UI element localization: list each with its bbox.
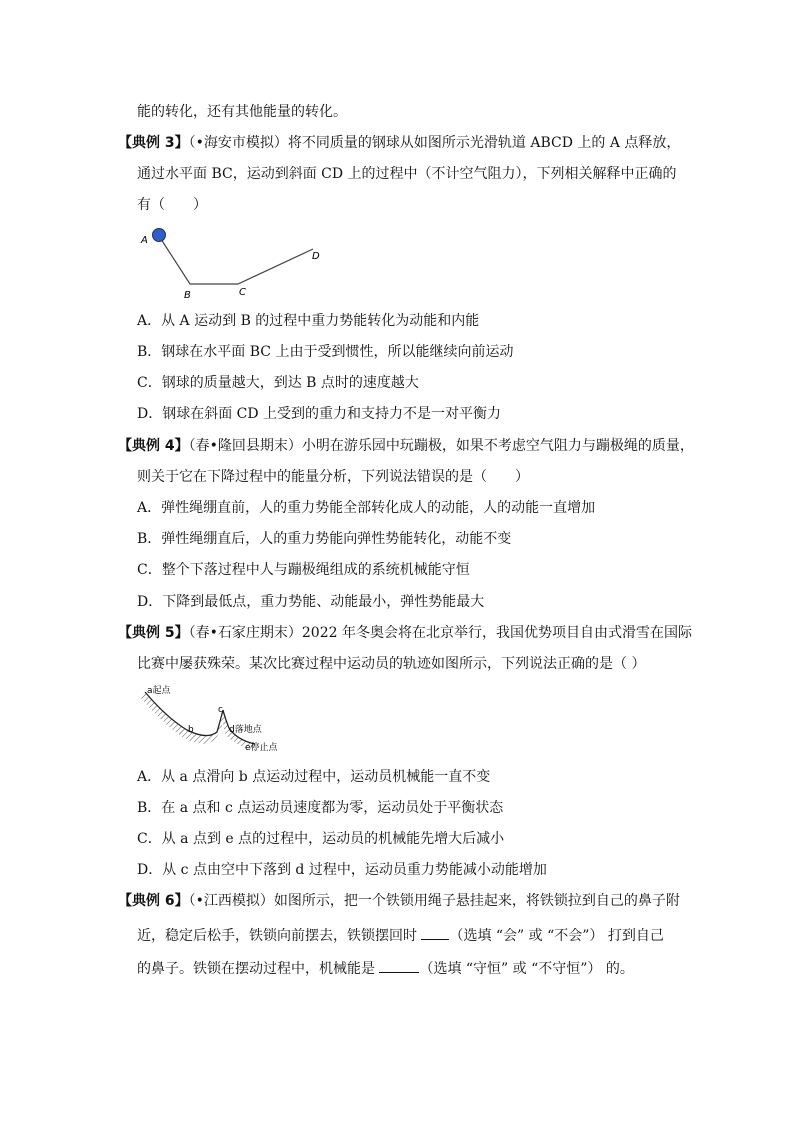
example-6-text-3b: （选填 “守恒” 或 “不守恒”） 的。 xyxy=(419,961,634,977)
example-3-tag: 【典例 3】 xyxy=(118,135,189,151)
example-6-text-1: （•江西模拟）如图所示，把一个铁锁用绳子悬挂起来，将铁锁拉到自己的鼻子附 xyxy=(188,893,680,909)
example-3-option-a: A．从 A 运动到 B 的过程中重力势能转化为动能和内能 xyxy=(137,313,480,329)
example-5-option-d: D．从 c 点由空中下落到 d 过程中，运动员重力势能减小动能增加 xyxy=(137,862,547,878)
example-4-option-d: D．下降到最低点，重力势能、动能最小，弹性势能最大 xyxy=(137,594,485,610)
example-3-line-2: 通过水平面 BC，运动到斜面 CD 上的过程中（不计空气阻力），下列相关解释中正确的 xyxy=(137,166,677,182)
example-5-text-1: （春•石家庄期末）2022 年冬奥会将在北京举行，我国优势项目自由式滑雪在国际 xyxy=(188,625,692,641)
example-3-text-1: （•海安市模拟）将不同质量的钢球从如图所示光滑轨道 ABCD 上的 A 点释放， xyxy=(188,135,681,151)
point-d-label: D xyxy=(312,251,320,262)
example-3-option-d: D．钢球在斜面 CD 上受到的重力和支持力不是一对平衡力 xyxy=(137,406,502,422)
example-3-option-b: B．钢球在水平面 BC 上由于受到惯性，所以能继续向前运动 xyxy=(137,344,514,360)
example-4-text-1: （春•隆回县期末）小明在游乐园中玩蹦极，如果不考虑空气阻力与蹦极绳的质量， xyxy=(188,438,694,454)
point-c-label: C xyxy=(239,287,246,298)
example-6-line-1 xyxy=(118,891,680,911)
answer-blank-1[interactable] xyxy=(421,925,449,940)
point-a-label: A xyxy=(141,235,148,246)
example-4-line-1 xyxy=(118,436,694,456)
example-5-option-c: C．从 a 点到 e 点的过程中，运动员的机械能先增大后减小 xyxy=(137,831,505,847)
example-6-tag: 【典例 6】 xyxy=(118,893,189,909)
example-6-line-2 xyxy=(137,925,664,946)
label-b: b xyxy=(188,725,194,735)
slope-hatching xyxy=(141,692,255,750)
example-3-line-1 xyxy=(118,133,680,153)
example-6-text-2a: 近，稳定后松手，铁锁向前摆去，铁锁摆回时 xyxy=(137,928,422,944)
label-e-stop: e停止点 xyxy=(245,743,278,753)
example-4-line-2: 则关于它在下降过程中的能量分析，下列说法错误的是（ ） xyxy=(137,469,529,485)
example-4-option-a: A．弹性绳绷直前，人的重力势能全部转化成人的动能，人的动能一直增加 xyxy=(137,500,596,516)
example-5-option-b: B．在 a 点和 c 点运动员速度都为零，运动员处于平衡状态 xyxy=(137,800,504,816)
example-5-tag: 【典例 5】 xyxy=(118,625,189,641)
example-4-tag: 【典例 4】 xyxy=(118,438,189,454)
example-6-line-3 xyxy=(137,958,634,979)
label-c: c xyxy=(218,705,223,715)
example-6-text-2b: （选填 “会” 或 “不会”） 打到自己 xyxy=(449,928,664,944)
example-5-line-1 xyxy=(118,623,692,643)
answer-blank-2[interactable] xyxy=(379,958,419,973)
intro-tail-text: 能的转化，还有其他能量的转化。 xyxy=(137,104,347,120)
example-4-option-b: B．弹性绳绷直后，人的重力势能向弹性势能转化，动能不变 xyxy=(137,531,512,547)
example-5-line-2: 比赛中屡获殊荣。某次比赛过程中运动员的轨迹如图所示，下列说法正确的是（ ） xyxy=(137,656,646,672)
example-4-option-c: C．整个下落过程中人与蹦极绳组成的系统机械能守恒 xyxy=(137,562,470,578)
example-5-option-a: A．从 a 点滑向 b 点运动过程中，运动员机械能一直不变 xyxy=(137,769,491,785)
example-3-line-3: 有（ ） xyxy=(137,197,207,213)
ski-trajectory-figure xyxy=(137,680,297,760)
track-polyline xyxy=(159,236,313,284)
track-abcd-figure xyxy=(135,222,335,302)
label-a-start: a起点 xyxy=(147,686,171,696)
label-d-landing: d落地点 xyxy=(229,725,262,735)
point-b-label: B xyxy=(184,290,191,301)
example-6-text-3a: 的鼻子。铁锁在摆动过程中，机械能是 xyxy=(137,961,380,977)
example-3-option-c: C．钢球的质量越大，到达 B 点时的速度越大 xyxy=(137,375,419,391)
steel-ball xyxy=(153,229,166,242)
